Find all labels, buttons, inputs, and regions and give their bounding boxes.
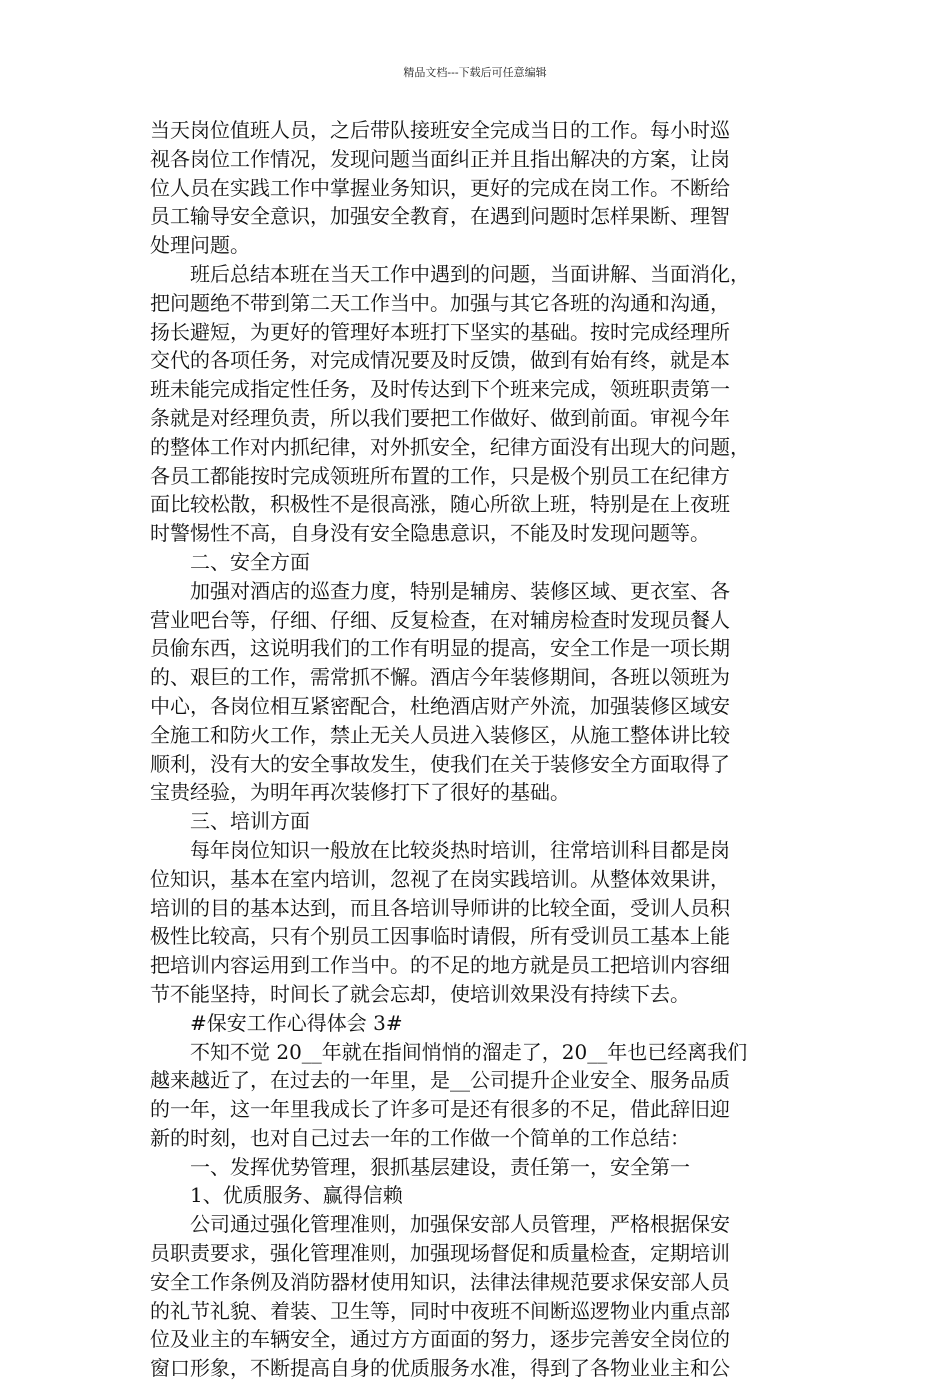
text-line: 位及业主的车辆安全，通过方方面面的努力，逐步完善安全岗位的 — [150, 1327, 730, 1352]
text-line: 的一年，这一年里我成长了许多可是还有很多的不足，借此辞旧迎 — [150, 1097, 730, 1122]
text-line: 安全工作条例及消防器材使用知识，法律法律规范要求保安部人员 — [150, 1269, 730, 1294]
text-line: 加强对酒店的巡查力度，特别是辅房、装修区域、更衣室、各 — [190, 578, 730, 603]
text-line: 条就是对经理负责，所以我们要把工作做好、做到前面。审视今年 — [150, 405, 730, 430]
text-line: 视各岗位工作情况，发现问题当面纠正并且指出解决的方案，让岗 — [150, 146, 730, 171]
text-line: 班未能完成指定性任务，及时传达到下个班来完成，领班职责第一 — [150, 377, 730, 402]
text-line: 越来越近了，在过去的一年里，是__公司提升企业安全、服务品质 — [150, 1068, 730, 1093]
text-line: 1、优质服务、赢得信赖 — [190, 1183, 403, 1208]
text-line: 位知识，基本在室内培训，忽视了在岗实践培训。从整体效果讲， — [150, 866, 730, 891]
text-line: 班后总结本班在当天工作中遇到的问题，当面讲解、当面消化， — [190, 261, 750, 286]
text-line: 每年岗位知识一般放在比较炎热时培训，往常培训科目都是岗 — [190, 837, 730, 862]
text-line: 二、安全方面 — [190, 549, 310, 574]
text-line: 的、艰巨的工作，需常抓不懈。酒店今年装修期间，各班以领班为 — [150, 665, 730, 690]
text-line: 节不能坚持，时间长了就会忘却，使培训效果没有持续下去。 — [150, 981, 690, 1006]
text-line: 各员工都能按时完成领班所布置的工作，只是极个别员工在纪律方 — [150, 463, 730, 488]
text-line: 顺利，没有大的安全事故发生，使我们在关于装修安全方面取得了 — [150, 751, 730, 776]
text-line: 时警惕性不高，自身没有安全隐患意识，不能及时发现问题等。 — [150, 521, 710, 546]
text-line: 三、培训方面 — [190, 809, 310, 834]
text-line: 员职责要求，强化管理准则，加强现场督促和质量检查，定期培训 — [150, 1241, 730, 1266]
text-line: 窗口形象，不断提高自身的优质服务水准，得到了各物业业主和公 — [150, 1356, 730, 1381]
text-line: 的礼节礼貌、着装、卫生等，同时中夜班不间断巡逻物业内重点部 — [150, 1298, 730, 1323]
text-line: 营业吧台等，仔细、仔细、反复检查，在对辅房检查时发现员餐人 — [150, 607, 730, 632]
text-line: 一、发挥优势管理，狠抓基层建设，责任第一，安全第一 — [190, 1154, 690, 1179]
text-line: 把培训内容运用到工作当中。的不足的地方就是员工把培训内容细 — [150, 953, 730, 978]
text-line: #保安工作心得体会 3# — [190, 1010, 403, 1035]
document-body — [150, 116, 810, 1383]
text-line: 员工输导安全意识，加强安全教育，在遇到问题时怎样果断、理智 — [150, 204, 730, 229]
text-line: 员偷东西，这说明我们的工作有明显的提高，安全工作是一项长期 — [150, 636, 730, 661]
text-line: 新的时刻，也对自己过去一年的工作做一个简单的工作总结： — [150, 1125, 690, 1150]
text-line: 当天岗位值班人员，之后带队接班安全完成当日的工作。每小时巡 — [150, 118, 730, 142]
text-line: 位人员在实践工作中掌握业务知识，更好的完成在岗工作。不断给 — [150, 175, 730, 200]
text-line: 中心，各岗位相互紧密配合，杜绝酒店财产外流，加强装修区域安 — [150, 693, 730, 718]
page-header: 精品文档---下载后可任意编辑 — [403, 66, 547, 79]
text-line: 极性比较高，只有个别员工因事临时请假，所有受训员工基本上能 — [150, 924, 730, 949]
text-line: 扬长避短，为更好的管理好本班打下坚实的基础。按时完成经理所 — [150, 319, 730, 344]
text-line: 公司通过强化管理准则，加强保安部人员管理，严格根据保安 — [190, 1212, 730, 1237]
text-line: 全施工和防火工作，禁止无关人员进入装修区，从施工整体讲比较 — [150, 722, 730, 747]
text-line: 培训的目的基本达到，而且各培训导师讲的比较全面，受训人员积 — [150, 895, 730, 920]
text-line: 交代的各项任务，对完成情况要及时反馈，做到有始有终，就是本 — [150, 348, 730, 373]
text-line: 宝贵经验，为明年再次装修打下了很好的基础。 — [150, 780, 570, 805]
text-line: 的整体工作对内抓纪律，对外抓安全，纪律方面没有出现大的问题， — [150, 434, 750, 459]
text-line: 面比较松散，积极性不是很高涨，随心所欲上班，特别是在上夜班 — [150, 492, 730, 517]
text-line: 处理问题。 — [150, 233, 250, 258]
text-line: 不知不觉 20__年就在指间悄悄的溜走了，20__年也已经离我们 — [190, 1039, 748, 1064]
text-line: 把问题绝不带到第二天工作当中。加强与其它各班的沟通和沟通， — [150, 290, 730, 315]
